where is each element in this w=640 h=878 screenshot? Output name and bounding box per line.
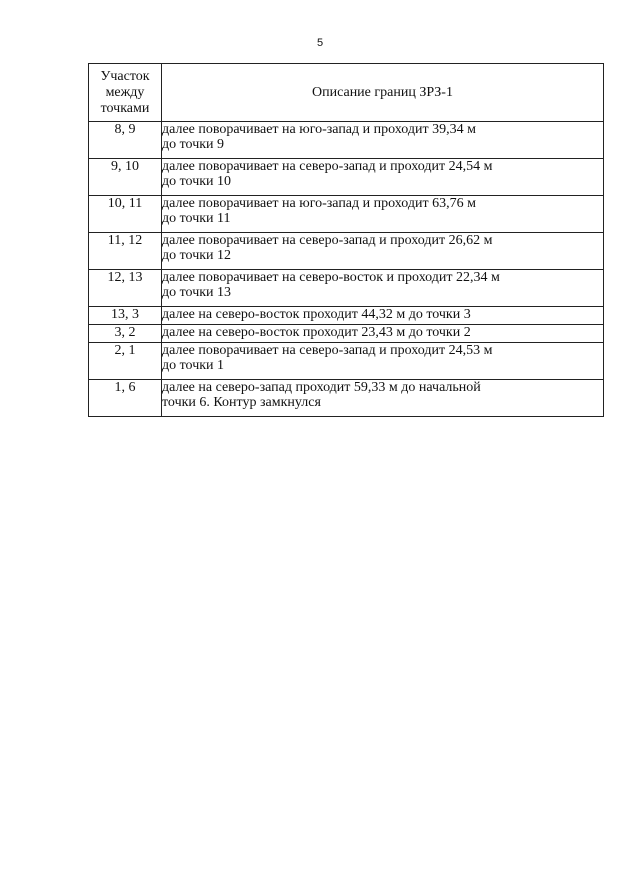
- description-cell: [162, 325, 604, 343]
- section-cell: 12, 13: [89, 270, 162, 307]
- table-row: [89, 307, 604, 325]
- description-line: далее на северо-восток проходит 44,32 м до точки 3: [162, 307, 471, 322]
- description-line: до точки 12: [162, 248, 232, 263]
- description-line: далее на северо-восток проходит 23,43 м до точки 2: [162, 325, 471, 340]
- table-row: [89, 159, 604, 196]
- description-line: до точки 10: [162, 174, 232, 189]
- table-row: [89, 380, 604, 417]
- table-row: [89, 325, 604, 343]
- description-line: до точки 1: [162, 358, 225, 373]
- description-cell: [162, 270, 604, 307]
- table-row: [89, 196, 604, 233]
- description-cell: [162, 343, 604, 380]
- section-cell: 9, 10: [89, 159, 162, 196]
- section-cell: 2, 1: [89, 343, 162, 380]
- description-line: далее поворачивает на северо-запад и проходит 24,53 м: [162, 343, 493, 358]
- description-line: точки 6. Контур замкнулся: [162, 395, 321, 410]
- description-line: далее на северо-запад проходит 59,33 м до начальной: [162, 380, 481, 395]
- section-cell: 1, 6: [89, 380, 162, 417]
- section-cell: 10, 11: [89, 196, 162, 233]
- description-cell: [162, 380, 604, 417]
- header-section-line: между: [105, 84, 145, 100]
- section-cell: 8, 9: [89, 122, 162, 159]
- description-line: далее поворачивает на юго-запад и проходит 63,76 м: [162, 196, 476, 211]
- description-cell: [162, 122, 604, 159]
- section-cell: 3, 2: [89, 325, 162, 343]
- description-cell: [162, 233, 604, 270]
- page-number: 5: [316, 37, 324, 49]
- description-line: далее поворачивает на северо-восток и проходит 22,34 м: [162, 270, 500, 285]
- description-line: до точки 13: [162, 285, 232, 300]
- section-cell: 13, 3: [89, 307, 162, 325]
- description-line: до точки 11: [162, 211, 231, 226]
- table-row: [89, 233, 604, 270]
- table-header-row: [89, 64, 604, 122]
- description-line: далее поворачивает на северо-запад и проходит 26,62 м: [162, 233, 493, 248]
- description-line: до точки 9: [162, 137, 225, 152]
- description-line: далее поворачивает на северо-запад и проходит 24,54 м: [162, 159, 493, 174]
- section-cell: 11, 12: [89, 233, 162, 270]
- description-cell: [162, 307, 604, 325]
- table-row: [89, 122, 604, 159]
- description-cell: [162, 196, 604, 233]
- table-body: [89, 122, 604, 417]
- header-description: Описание границ ЗРЗ-1: [162, 64, 604, 122]
- header-section: [89, 64, 162, 122]
- description-line: далее поворачивает на юго-запад и проходит 39,34 м: [162, 122, 476, 137]
- description-cell: [162, 159, 604, 196]
- table-row: [89, 270, 604, 307]
- boundary-table: [88, 63, 604, 417]
- header-section-line: Участок: [100, 68, 150, 84]
- table-row: [89, 343, 604, 380]
- header-section-line: точками: [100, 100, 150, 116]
